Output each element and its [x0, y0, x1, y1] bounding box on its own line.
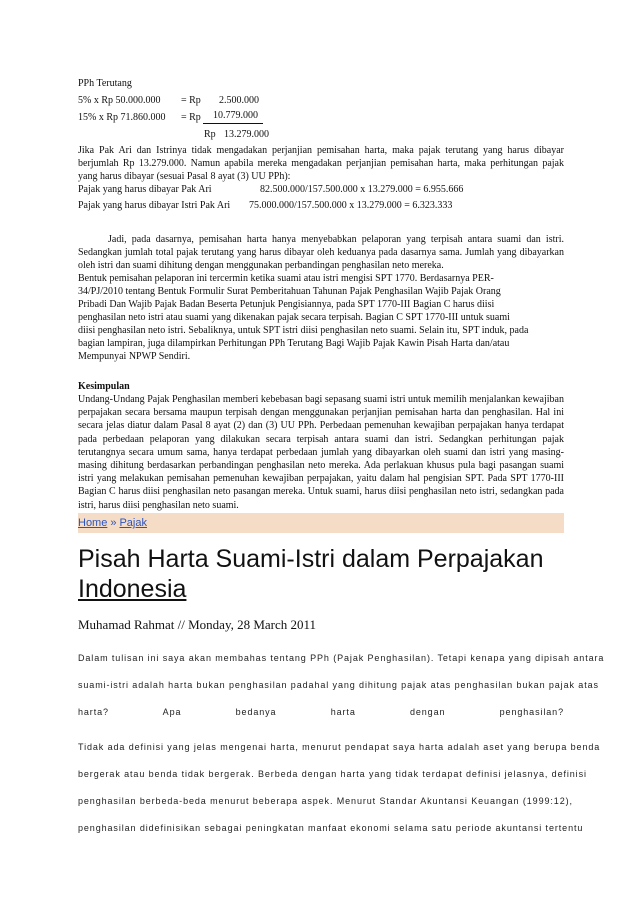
- spt-line-3: Pribadi Dan Wajib Pajak Badan Beserta Petunjuk Pengisiannya, pada SPT 1770-III Bagian C harus diisi: [78, 299, 495, 310]
- spt-line-1: Bentuk pemisahan pelaporan ini tercermin ketika suami atau istri mengisi SPT 1770. Berdasarnya PER-: [78, 273, 494, 284]
- conclusion-heading: Kesimpulan: [78, 381, 130, 392]
- calc-total-row: [78, 126, 378, 143]
- spt-line-5: diisi penghasilan neto istri. Sebaliknya, untuk SPT istri diisi penghasilan neto suami. Selain itu, SPT induk, pada: [78, 325, 529, 336]
- paragraph-conclusion-separation: Jadi, pada dasarnya, pemisahan harta hanya menyebabkan pelaporan yang terpisah antara suami dan istri. Sedangkan jumlah total pajak terutang yang harus dibayar oleh keduanya pada dasarnya sama. Jumlah yang dibayarkan oleh istri dan suami dihitung dengan menggunakan perbandingan penghasilan neto mereka.: [78, 234, 564, 271]
- calc-row-1-value: 2.500.000: [219, 95, 259, 106]
- split-row-ari: [78, 182, 564, 198]
- article-p2-line-2: bergerak atau benda tidak bergerak. Berbeda dengan harta yang tidak terdapat definisi jelasnya, definisi: [78, 769, 587, 779]
- calc-row-2: [78, 109, 378, 126]
- breadcrumb: [78, 513, 564, 533]
- spt-line-7: Mempunyai NPWP Sendiri.: [78, 351, 191, 362]
- article-paragraph-1: [78, 645, 605, 726]
- article-p2-line-1: Tidak ada definisi yang jelas mengenai harta, menurut pendapat saya harta adalah aset yang berupa benda: [78, 742, 601, 752]
- article-byline: Muhamad Rahmat // Monday, 28 March 2011: [78, 617, 317, 632]
- breadcrumb-separator: »: [110, 517, 117, 529]
- article-p2-line-3: penghasilan berbeda-beda menurut beberapa aspek. Menurut Standar Akuntansi Keuangan (1999:12),: [78, 796, 573, 806]
- split-ari-label: Pajak yang harus dibayar Pak Ari: [78, 184, 212, 195]
- spt-line-6: bagian lampiran, juga dilampirkan Perhitungan PPh Terutang Bagi Wajib Pajak Kawin Pisah Harta dan/atau: [78, 338, 510, 349]
- spt-line-4: penghasilan neto istri atau suami yang dikenakan pajak secara terpisah. Bagian C SPT 1770-III untuk suami: [78, 312, 510, 323]
- article-p1-line-2: suami-istri adalah harta bukan penghasilan padahal yang dihitung pajak atas penghasilan bukan pajak atas: [78, 680, 599, 690]
- calc-heading-row: [78, 75, 378, 92]
- calc-row-2-base: 15% x Rp 71.860.000: [78, 112, 166, 123]
- calc-total-currency: Rp: [204, 129, 216, 140]
- conclusion-section: [78, 380, 564, 512]
- article-paragraph-2: [78, 734, 601, 842]
- tax-calculation: [78, 75, 378, 143]
- calc-row-2-value: 10.779.000: [203, 109, 263, 124]
- article-p2-line-4: penghasilan didefinisikan sebagai peningkatan manfaat ekonomi selama satu periode akuntansi tertentu: [78, 823, 584, 833]
- conclusion-text: Undang-Undang Pajak Penghasilan memberi kebebasan bagi sepasang suami istri untuk memilih menjalankan kewajiban perpajakan secara bersama maupun terpisah dengan menggunakan perjanjian pemisahan harta dan penghasilan. Hal ini secara jelas diatur dalam Pasal 8 ayat (2) dan (3) UU PPh. Perbedaan pemenuhan kewajiban perpajakan hanya terdapat pada perbedaan pelaporan yang dilakukan secara terpisah antara suami dan istri. Sedangkan perhitungan pajak terutangnya secara umum sama, hanya terdapat perbedaan jumlah yang dibayarkan oleh suami dan istri yang masing-masing dihitung berdasarkan perbandingan penghasilan neto mereka. Ada perlakuan khusus pula bagi pasangan suami istri yang melakukan pemisahan pemenuhan kewajiban perpajakan, yaitu dalam hal pengisian SPT. Pada SPT 1770-III Bagian C harus diisi penghasilan neto pasangan mereka. Untuk suami, harus diisi penghasilan neto istri, sedangkan pada istri, harus diisi penghasilan neto suami.: [78, 394, 564, 511]
- calc-total-value: 13.279.000: [224, 129, 269, 140]
- calc-row-1: [78, 92, 378, 109]
- calc-row-1-base: 5% x Rp 50.000.000: [78, 95, 161, 106]
- split-istri-label: Pajak yang harus dibayar Istri Pak Ari: [78, 200, 231, 211]
- split-calculation: [78, 182, 564, 214]
- calc-row-1-eq: = Rp: [181, 95, 201, 106]
- breadcrumb-category-link[interactable]: Pajak: [119, 517, 147, 529]
- split-row-istri: [78, 198, 564, 214]
- split-istri-calc: 75.000.000/157.500.000 x 13.279.000 = 6.323.333: [249, 200, 453, 211]
- article-p1-line-1: Dalam tulisan ini saya akan membahas tentang PPh (Pajak Penghasilan). Tetapi kenapa yang dipisah antara: [78, 653, 605, 663]
- article-p1-line-3: harta? Apa bedanya harta dengan penghasilan?: [78, 707, 564, 717]
- article-title-line-2: Indonesia: [78, 575, 187, 603]
- paragraph-no-separation: Jika Pak Ari dan Istrinya tidak mengadakan perjanjian pemisahan harta, maka pajak terutang yang harus dibayar berjumlah Rp 13.279.000. Namun apabila mereka mengadakan perjanjian pemisahan harta, maka perhitungan pajak yang harus dibayar (sesuai Pasal 8 ayat (3) UU PPh):: [78, 145, 564, 182]
- article-title: [78, 544, 564, 604]
- breadcrumb-home-link[interactable]: Home: [78, 517, 108, 529]
- paragraph-spt-form: [78, 272, 564, 363]
- calc-heading: PPh Terutang: [78, 78, 132, 89]
- calc-row-2-eq: = Rp: [181, 112, 201, 123]
- spt-line-2: 34/PJ/2010 tentang Bentuk Formulir Surat Pemberitahuan Tahunan Pajak Penghasilan Wajib Pajak Orang: [78, 286, 501, 297]
- split-ari-calc: 82.500.000/157.500.000 x 13.279.000 = 6.955.666: [260, 184, 464, 195]
- article-title-line-1: Pisah Harta Suami-Istri dalam Perpajakan: [78, 545, 544, 573]
